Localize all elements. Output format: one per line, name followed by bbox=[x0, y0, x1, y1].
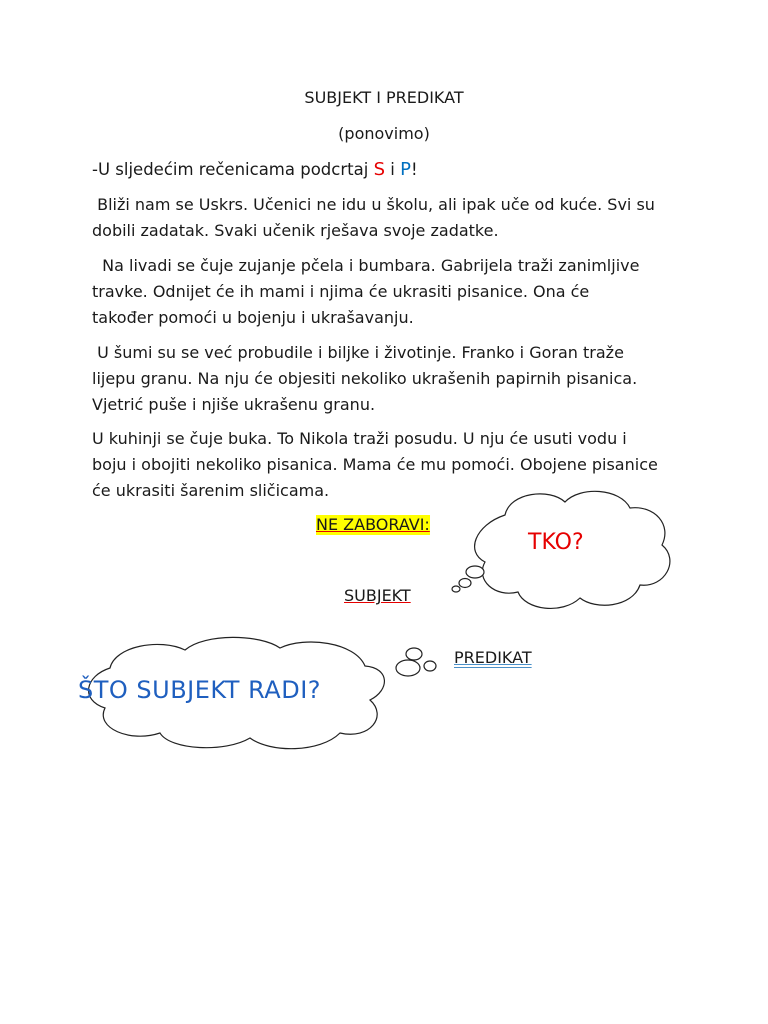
instruction-text: -U sljedećim rečenicama podcrtaj bbox=[92, 160, 374, 179]
cloud-subjekt-text: TKO? bbox=[528, 530, 584, 555]
instruction-line bbox=[92, 157, 692, 183]
paragraph-line: Na livadi se čuje zujanje pčela i bumbara. Gabrijela traži zanimljive bbox=[92, 256, 640, 275]
paragraph-line: travke. Odnijet će ih mami i njima će ukrasiti pisanice. Ona će bbox=[92, 282, 590, 301]
page-subtitle: (ponovimo) bbox=[338, 124, 430, 143]
paragraph-line: lijepu granu. Na nju će objesiti nekoliko ukrašenih papirnih pisanica. bbox=[92, 369, 638, 388]
cloud-predikat-text: ŠTO SUBJEKT RADI? bbox=[78, 676, 322, 704]
paragraph-2 bbox=[92, 253, 692, 331]
subject-letter: S bbox=[373, 159, 385, 180]
subjekt-label: SUBJEKT bbox=[344, 586, 411, 605]
instruction-end: ! bbox=[410, 160, 418, 179]
paragraph-3 bbox=[92, 340, 692, 418]
paragraph-line: boju i obojiti nekoliko pisanica. Mama će mu pomoći. Obojene pisanice bbox=[92, 455, 658, 474]
paragraph-line: Bliži nam se Uskrs. Učenici ne idu u školu, ali ipak uče od kuće. Svi su bbox=[92, 195, 655, 214]
predicate-letter: P bbox=[400, 159, 411, 180]
reminder-label: NE ZABORAVI: bbox=[316, 515, 430, 534]
paragraph-line: U kuhinji se čuje buka. To Nikola traži posudu. U nju će usuti vodu i bbox=[92, 429, 627, 448]
paragraph-line: dobili zadatak. Svaki učenik rješava svoje zadatke. bbox=[92, 221, 499, 240]
instruction-conjunction: i bbox=[385, 160, 401, 179]
page-title: SUBJEKT I PREDIKAT bbox=[304, 88, 464, 107]
paragraph-line: Vjetrić puše i njiše ukrašenu granu. bbox=[92, 395, 376, 414]
paragraph-line: također pomoći u bojenju i ukrašavanju. bbox=[92, 308, 414, 327]
paragraph-line: će ukrasiti šarenim sličicama. bbox=[92, 481, 330, 500]
paragraph-1 bbox=[92, 192, 692, 244]
predikat-label: PREDIKAT bbox=[454, 648, 532, 667]
paragraph-line: U šumi su se već probudile i biljke i životinje. Franko i Goran traže bbox=[92, 343, 624, 362]
